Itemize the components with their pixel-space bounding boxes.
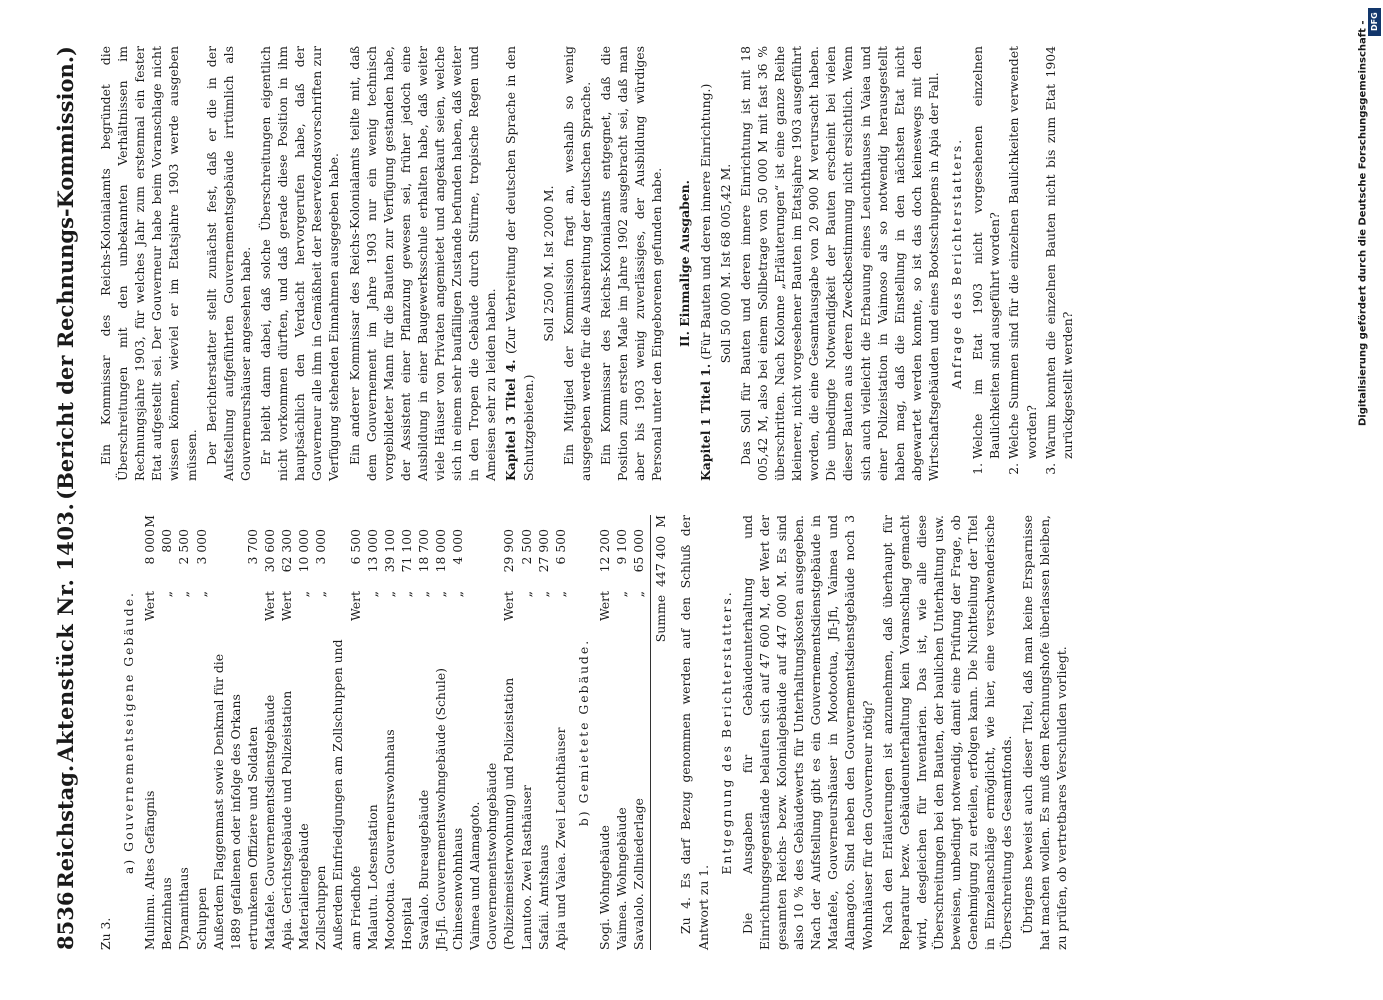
anfrage-title: Anfrage des Berichterstatters.: [949, 137, 965, 390]
building-name: Vaimea. Wohngebäude: [614, 807, 630, 950]
sum-row: [650, 515, 669, 950]
building-name: Schuppen: [193, 887, 209, 950]
value-unit: „: [631, 591, 647, 598]
right-title: (Bericht der Rechnungs-Kommission.): [53, 46, 78, 500]
kapitel1-heading: [697, 46, 714, 481]
kapitel1-title: Kapitel 1 Titel 1.: [697, 363, 713, 481]
building-name: Lanutoo. Zwei Rasthäuser: [518, 785, 534, 950]
building-name: Außerdem Flaggenmast sowie Denkmal für die 1889 gefallenen oder infolge des Orkans ertrunkenen Offiziere und Soldaten: [210, 653, 260, 950]
entgegnung-paragraph-3: Übrigens beweist auch dieser Titel, daß man keine Ersparnisse hat machen wollen. Es muß dem Rechnungshofe überlassen bleiben, zu prüfen, ob vertretbares Verschulden vorliegt.: [1019, 515, 1069, 950]
left-column: [97, 515, 1078, 950]
building-value: 29 900: [501, 529, 517, 573]
building-row: [295, 515, 312, 950]
center-title: Aktenstück Nr. 1403.: [53, 502, 78, 762]
building-name: Materialiengebäude: [296, 823, 312, 950]
building-value: 27 900: [535, 529, 551, 573]
zu4-paragraph: Zu 4. Es darf Bezug genommen werden auf den Schluß der Antwort zu 1.: [678, 515, 711, 950]
value-unit: „: [313, 591, 329, 598]
building-row: [630, 515, 647, 950]
building-row: [432, 515, 449, 950]
value-unit: Wert: [261, 591, 277, 621]
entgegnung-paragraph-1: Die Ausgaben für Gebäudeunterhaltung und Einrichtungsgegenstände belaufen sich auf 47 600 M, der Wert der gesamten Reichs- bezw. Kolonialgebäude auf 447 000 M. Es sind also 10 % des Gebäudewerts für Unterhaltungskosten ausgegeben. Nach der Aufstellung gibt es ein Gouvernementsdienstgebäude in Matafele, Gouverneurshäuser in Mootootua, Jfi-Jfi, Vaimea und Alamagoto. Sind neben den Gouvernementsdienstgebäude noch 3 Wohnhäuser für den Gouverneur nötig?: [739, 515, 875, 950]
value-unit: „: [176, 591, 192, 598]
value-unit: „: [535, 591, 551, 598]
question-1: 1. Welche im Etat 1903 nicht vorgesehenen einzelnen Baulichkeiten sind ausgeführt worden?: [969, 46, 1003, 459]
building-row: [158, 515, 175, 950]
value-unit: „: [518, 591, 534, 598]
building-value: 800: [159, 529, 175, 553]
building-name: Chinesenwohnhaus: [450, 827, 466, 950]
paragraph-4: Ein anderer Kommissar des Reichs-Kolonialamts teilte mit, daß dem Gouvernement im Jahre 1903 nur ein wenig technisch vorgebildeter Mann für die Bauten zur Verfügung gestanden habe, der Assistent einer Pflanzung gewesen sei, früher jedoch eine Ausbildung in einer Baugewerksschule erhalten habe, daß weiter viele Häuser von Privaten angemietet und angekauft seien, welche sich in einem sehr baufälligen Zustande befunden haben, daß weiter in den Tropen die Gebäude durch Stürme, tropische Regen und Ameisen sehr zu leiden haben.: [346, 46, 499, 481]
value-unit: „: [193, 591, 209, 598]
question-list: [969, 46, 1076, 481]
question-3: 3. Warum konnten die einzelnen Bauten nicht bis zum Etat 1904 zurückgestellt werden?: [1042, 46, 1076, 459]
building-value: 13 000: [364, 529, 380, 573]
currency-mark: M: [142, 515, 158, 528]
building-name: Apia und Vaiea. Zwei Leuchthäuser: [552, 727, 568, 950]
building-value: 2 500: [518, 529, 534, 565]
building-list-b: [596, 515, 647, 950]
building-row: [141, 515, 158, 950]
value-unit: „: [398, 591, 414, 598]
dfg-logo: DFG: [1368, 8, 1381, 36]
building-row: [415, 515, 432, 950]
paragraph-7: Das Soll für Bauten und deren innere Einrichtung ist mit 18 005,42 M, also bei einem Sollbetrage von 50 000 M mit fast 36 % überschritten. Nach Kolonne „Erläuterungen“ ist eine ganze Reihe kleinerer, nicht vorgesehener Bauten im Etatsjahre 1903 ausgeführt worden, die eine Gesamtausgabe von 20 900 M verursacht haben. Die unbedingte Notwendigkeit der Bauten erscheint bei vielen dieser Bauten aus deren Zweckbestimmung nicht ersichtlich. Wenn sich auch vielleicht die Erbauung eines Leuchthauses in Vaiea und einer Polizeistation in Vaimoso als so notwendig herausgestellt haben mag, daß die Einstellung in den nächsten Etat nicht abgewartet werden konnte, so ist das doch keineswegs mit den Wirtschaftsgebäuden und eines Bootsschuppens in Apia der Fall.: [737, 46, 941, 481]
paragraph-5: Ein Mitglied der Kommission fragt an, weshalb so wenig ausgegeben werde für die Ausbreitung der deutschen Sprache.: [560, 46, 593, 481]
running-head: [52, 46, 81, 950]
value-unit: „: [614, 591, 630, 598]
value-unit: „: [159, 591, 175, 598]
building-name: Sogi. Wohngebäude: [597, 825, 613, 950]
building-list-a: [141, 515, 569, 950]
kapitel3-heading: [502, 46, 536, 481]
building-row: [518, 515, 535, 950]
building-name: Malautu. Lotsenstation: [364, 804, 380, 950]
kapitel3-title: Kapitel 3 Titel 4.: [503, 359, 519, 481]
sum-label: Summe: [653, 594, 669, 643]
building-row: [552, 515, 569, 950]
building-row: [210, 515, 261, 950]
building-row: [398, 515, 415, 950]
building-value: 12 200: [597, 529, 613, 573]
building-row: [596, 515, 613, 950]
section-b-title: b) Gemietete Gebäude.: [575, 638, 591, 827]
building-row: [312, 515, 329, 950]
building-name: Hospital: [398, 897, 414, 950]
question-2: 2. Welche Summen sind für die einzelnen Baulichkeiten verwendet worden?: [1005, 46, 1039, 459]
building-row: [364, 515, 381, 950]
value-unit: „: [450, 591, 466, 598]
sum-value: 447 400: [653, 535, 669, 587]
paragraph-1: Ein Kommissar des Reichs-Kolonialamts begründet die Überschreitungen mit den unbekannten Verhältnissen im Rechnungsjahre 1903, für welches Jahr zum erstenmal ein fester Etat aufgestellt sei. Der Gouverneur habe beim Voranschlage nicht wissen können, wieviel er im Etatsjahre 1903 werde ausgeben müssen.: [97, 46, 199, 481]
building-value: 39 100: [381, 529, 397, 573]
building-name: Dynamithaus: [176, 867, 192, 950]
building-value: 62 300: [279, 529, 295, 573]
building-name: Mulinnu. Altes Gefängnis: [142, 790, 158, 950]
value-unit: Wert: [347, 591, 363, 621]
building-value: 18 000: [433, 529, 449, 573]
building-name: Savalalo. Bureaugebäude: [415, 789, 431, 950]
building-row: [613, 515, 630, 950]
building-name: Mootootua. Gouverneurswohnhaus: [381, 729, 397, 950]
sum-currency: M: [653, 515, 669, 528]
value-unit: Wert: [142, 591, 158, 621]
value-unit: „: [415, 591, 431, 598]
building-row: [449, 515, 466, 950]
building-value: 10 000: [296, 529, 312, 573]
building-value: 30 600: [261, 529, 277, 573]
value-unit: „: [433, 591, 449, 598]
building-name: Zollschuppen: [313, 865, 329, 950]
paragraph-3: Er bleibt dann dabei, daß solche Überschreitungen eigentlich nicht vorkommen dürften, und daß gerade diese Position in ihm hauptsächlich den Verdacht hervorgerufen habe, daß der Gouverneur alle ihm in Gemäßheit der Reservefondsvorschriften zur Verfügung stehenden Einnahmen ausgegeben habe.: [257, 46, 342, 481]
value-unit: „: [552, 591, 568, 598]
building-value: 4 000: [450, 529, 466, 565]
zu3-label: Zu 3.: [97, 917, 113, 950]
building-value: 9 100: [614, 529, 630, 565]
building-row: [261, 515, 278, 950]
page-number: 8536: [53, 891, 78, 950]
building-name: Apia. Gerichtsgebäude und Polizeistation: [279, 690, 295, 950]
building-value: 8 000: [142, 529, 158, 565]
building-value: 71 100: [398, 529, 414, 573]
building-name: Außerdem Einfriedigungen am Zollschuppen und am Friedhofe: [330, 639, 363, 950]
building-value: 65 000: [631, 529, 647, 573]
building-name: Benzinhaus: [159, 877, 175, 950]
building-row: [381, 515, 398, 950]
right-column: [97, 46, 1078, 481]
value-unit: Wert: [597, 591, 613, 621]
paragraph-2: Der Berichterstatter stellt zunächst fest, daß er die in der Aufstellung aufgeführten Gouvernementsgebäude irrtümlich als Gouverneurshäuser angesehen habe.: [203, 46, 253, 481]
kapitel1-description: (Für Bauten und deren innere Einrichtung.): [697, 83, 713, 360]
building-value: 3 700: [244, 529, 260, 565]
building-value: 2 500: [176, 529, 192, 565]
left-title: Reichstag.: [53, 764, 78, 889]
section-2-title: II. Einmalige Ausgaben.: [677, 180, 693, 347]
building-name: Vaimea und Alamagoto. Gouvernementswohngebäude (Polizeimeisterwohnung) und Polizeistation: [467, 677, 517, 950]
building-row: [535, 515, 552, 950]
section-a-title: a) Gouvernementseigene Gebäude.: [121, 591, 137, 875]
paragraph-6: Ein Kommissar des Reichs-Kolonialamts entgegnet, daß die Position zum ersten Male im Jahre 1902 ausgebracht sei, daß man aber bis 1903 wenig zuverlässiges, der Ausbildung würdiges Personal unter den Eingeborenen gefunden habe.: [598, 46, 665, 481]
kapitel3-amount: Soll 2500 M. Ist 2000 M.: [540, 185, 556, 342]
entgegnung-paragraph-2: Nach den Erläuterungen ist anzunehmen, daß überhaupt für Reparatur bezw. Gebäudeunterhaltung kein Voranschlag gemacht wird, desgleichen für Inventarien. Das ist, wie alle diese Überschreitungen bei den Bauten, der baulichen Unterhaltung usw. beweisen, unbedingt notwendig, damit eine Prüfung der Frage, ob Genehmigung zu erteilen, erfolgen kann. Die Nichtteilung der Titel in Einzelanschläge ermöglicht, wie hier, eine verschwenderische Überschreitung des Gesamtfonds.: [879, 515, 1015, 950]
building-row: [175, 515, 192, 950]
value-unit: „: [364, 591, 380, 598]
kapitel3-description: (Zur Verbreitung der deutschen Sprache in den Schutzgebieten.): [503, 46, 536, 481]
building-value: 6 500: [552, 529, 568, 565]
building-name: Matafele. Gouvernementsdienstgebäude: [261, 694, 277, 950]
value-unit: „: [296, 591, 312, 598]
building-row: [193, 515, 210, 950]
building-row: [278, 515, 295, 950]
building-name: Savalolo. Zollniederlage: [631, 798, 647, 950]
digitization-note: Digitalisierung gefördert durch die Deutsche Forschungsgemeinschaft -: [1357, 20, 1369, 426]
building-name: Jfi-Jfi. Gouvernementswohngebäude (Schule): [433, 668, 449, 950]
value-unit: „: [381, 591, 397, 598]
building-value: 3 000: [313, 529, 329, 565]
building-row: [329, 515, 363, 950]
value-unit: Wert: [501, 591, 517, 621]
kapitel1-amount: Soll 50 000 M. Ist 68 005,42 M.: [717, 163, 733, 364]
building-value: 3 000: [193, 529, 209, 565]
building-value: 18 700: [415, 529, 431, 573]
value-unit: Wert: [279, 591, 295, 621]
building-name: Safaii. Amtshaus: [535, 844, 551, 950]
building-value: 6 500: [347, 529, 363, 565]
building-row: [466, 515, 517, 950]
entgegnung-title: Entgegnung des Berichterstatters.: [718, 590, 734, 875]
